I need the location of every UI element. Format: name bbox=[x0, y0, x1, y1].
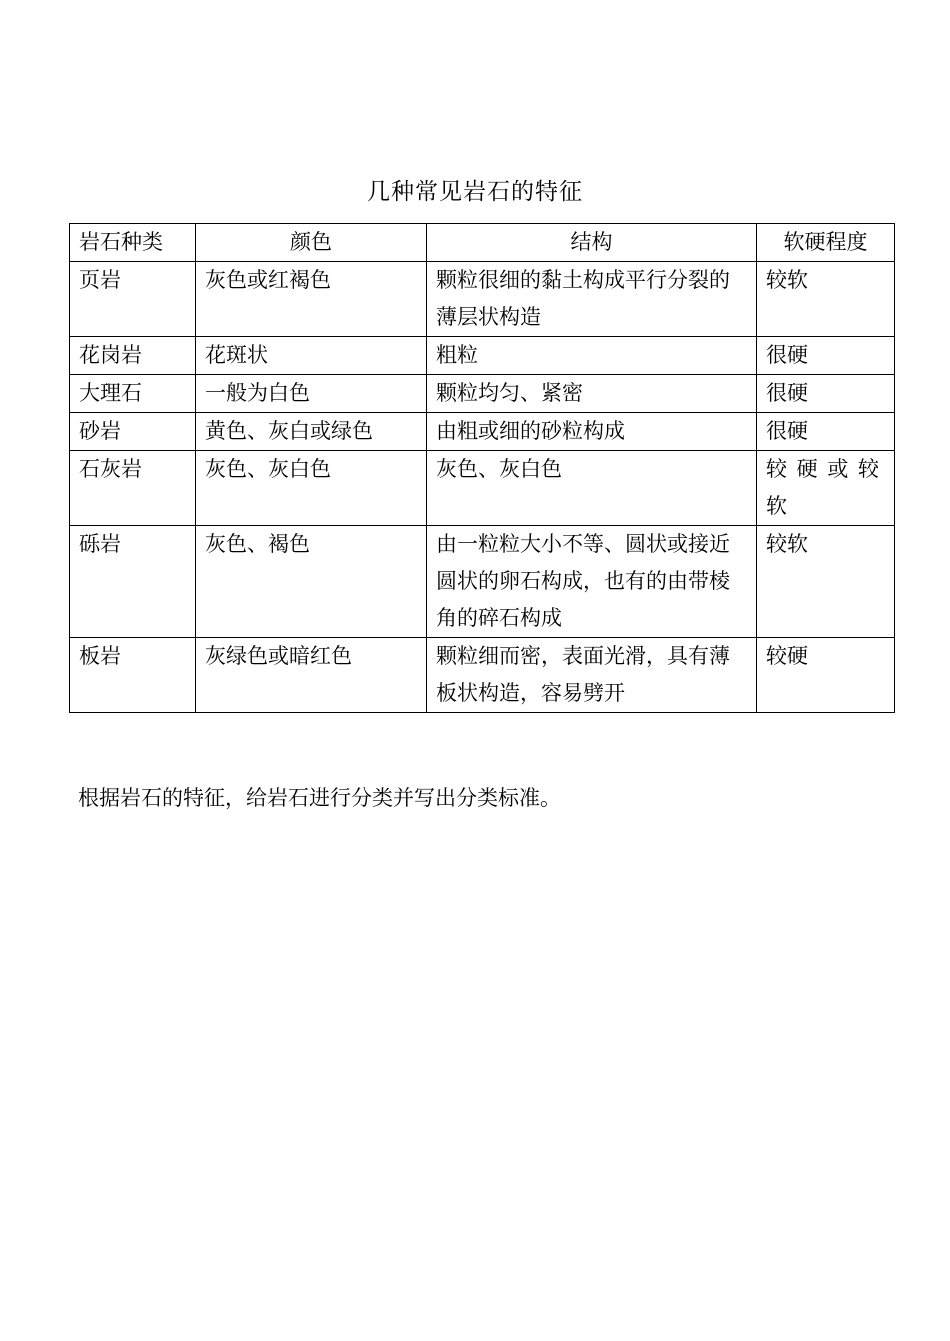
cell-color: 花斑状 bbox=[196, 337, 427, 375]
table-row bbox=[70, 451, 895, 526]
cell-rock-name: 页岩 bbox=[70, 262, 196, 337]
header-rock-type: 岩石种类 bbox=[70, 224, 196, 262]
cell-hardness: 很硬 bbox=[757, 337, 895, 375]
cell-color: 灰色、褐色 bbox=[196, 526, 427, 638]
document-title: 几种常见岩石的特征 bbox=[367, 179, 583, 205]
rock-characteristics-table bbox=[69, 223, 895, 713]
cell-hardness: 很硬 bbox=[757, 413, 895, 451]
table-row bbox=[70, 413, 895, 451]
cell-rock-name: 砂岩 bbox=[70, 413, 196, 451]
cell-rock-name: 板岩 bbox=[70, 638, 196, 713]
cell-structure: 由一粒粒大小不等、圆状或接近圆状的卵石构成，也有的由带棱角的碎石构成 bbox=[427, 526, 757, 638]
table-row bbox=[70, 337, 895, 375]
instruction-text: 根据岩石的特征，给岩石进行分类并写出分类标准。 bbox=[78, 786, 561, 810]
cell-color: 一般为白色 bbox=[196, 375, 427, 413]
table-row bbox=[70, 526, 895, 638]
cell-structure: 颗粒很细的黏土构成平行分裂的薄层状构造 bbox=[427, 262, 757, 337]
cell-rock-name: 砾岩 bbox=[70, 526, 196, 638]
cell-color: 灰色、灰白色 bbox=[196, 451, 427, 526]
header-hardness: 软硬程度 bbox=[757, 224, 895, 262]
cell-rock-name: 花岗岩 bbox=[70, 337, 196, 375]
cell-structure: 颗粒细而密，表面光滑，具有薄板状构造，容易劈开 bbox=[427, 638, 757, 713]
cell-structure: 粗粒 bbox=[427, 337, 757, 375]
cell-hardness: 很硬 bbox=[757, 375, 895, 413]
table-header-row bbox=[70, 224, 895, 262]
cell-hardness: 较软 bbox=[757, 262, 895, 337]
table-row bbox=[70, 638, 895, 713]
cell-rock-name: 大理石 bbox=[70, 375, 196, 413]
cell-structure: 由粗或细的砂粒构成 bbox=[427, 413, 757, 451]
cell-color: 黄色、灰白或绿色 bbox=[196, 413, 427, 451]
cell-hardness: 较硬或较软 bbox=[757, 451, 895, 526]
cell-hardness: 较硬 bbox=[757, 638, 895, 713]
cell-color: 灰绿色或暗红色 bbox=[196, 638, 427, 713]
table-row bbox=[70, 375, 895, 413]
header-color: 颜色 bbox=[196, 224, 427, 262]
cell-rock-name: 石灰岩 bbox=[70, 451, 196, 526]
cell-color: 灰色或红褐色 bbox=[196, 262, 427, 337]
header-structure: 结构 bbox=[427, 224, 757, 262]
table-row bbox=[70, 262, 895, 337]
cell-hardness: 较软 bbox=[757, 526, 895, 638]
cell-structure: 灰色、灰白色 bbox=[427, 451, 757, 526]
cell-structure: 颗粒均匀、紧密 bbox=[427, 375, 757, 413]
